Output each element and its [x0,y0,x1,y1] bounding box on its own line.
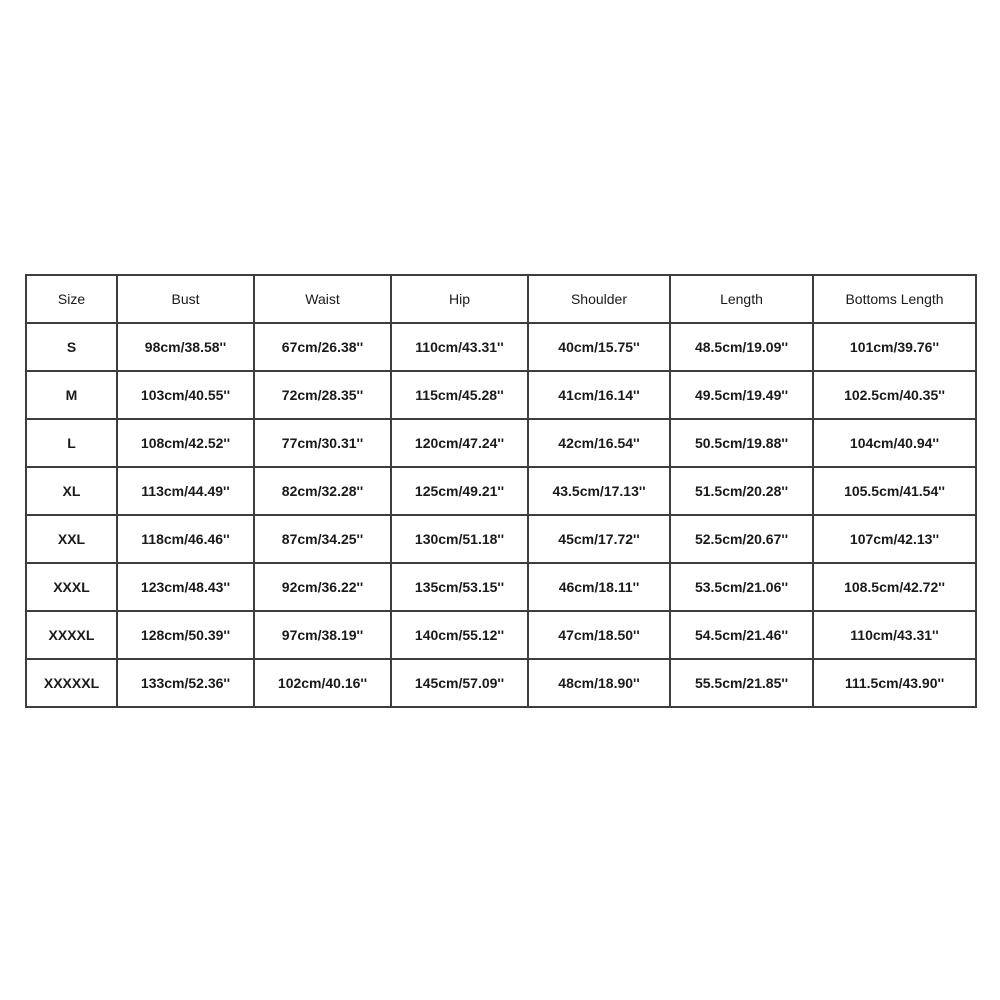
table-row [26,515,976,563]
shoulder-cell: 47cm/18.50'' [528,611,670,659]
table-row [26,467,976,515]
hip-cell: 135cm/53.15'' [391,563,528,611]
hip-cell: 110cm/43.31'' [391,323,528,371]
shoulder-cell: 46cm/18.11'' [528,563,670,611]
size-cell: XXXXL [26,611,117,659]
shoulder-cell: 45cm/17.72'' [528,515,670,563]
shoulder-cell: 40cm/15.75'' [528,323,670,371]
table-row [26,611,976,659]
bust-cell: 133cm/52.36'' [117,659,254,707]
header-shoulder: Shoulder [528,275,670,323]
bust-cell: 108cm/42.52'' [117,419,254,467]
bottoms-length-cell: 105.5cm/41.54'' [813,467,976,515]
bust-cell: 98cm/38.58'' [117,323,254,371]
bottoms-length-cell: 104cm/40.94'' [813,419,976,467]
table-row [26,323,976,371]
bust-cell: 113cm/44.49'' [117,467,254,515]
header-row [26,275,976,323]
header-size: Size [26,275,117,323]
hip-cell: 145cm/57.09'' [391,659,528,707]
shoulder-cell: 42cm/16.54'' [528,419,670,467]
header-hip: Hip [391,275,528,323]
length-cell: 55.5cm/21.85'' [670,659,813,707]
waist-cell: 92cm/36.22'' [254,563,391,611]
size-cell: XXXXXL [26,659,117,707]
shoulder-cell: 41cm/16.14'' [528,371,670,419]
table-body [26,323,976,707]
bottoms-length-cell: 111.5cm/43.90'' [813,659,976,707]
bottoms-length-cell: 107cm/42.13'' [813,515,976,563]
bust-cell: 103cm/40.55'' [117,371,254,419]
size-cell: XXL [26,515,117,563]
hip-cell: 130cm/51.18'' [391,515,528,563]
length-cell: 48.5cm/19.09'' [670,323,813,371]
waist-cell: 87cm/34.25'' [254,515,391,563]
length-cell: 49.5cm/19.49'' [670,371,813,419]
size-cell: XXXL [26,563,117,611]
size-cell: XL [26,467,117,515]
waist-cell: 102cm/40.16'' [254,659,391,707]
length-cell: 52.5cm/20.67'' [670,515,813,563]
bust-cell: 123cm/48.43'' [117,563,254,611]
table-row [26,371,976,419]
length-cell: 53.5cm/21.06'' [670,563,813,611]
size-cell: M [26,371,117,419]
waist-cell: 77cm/30.31'' [254,419,391,467]
bottoms-length-cell: 110cm/43.31'' [813,611,976,659]
waist-cell: 97cm/38.19'' [254,611,391,659]
length-cell: 51.5cm/20.28'' [670,467,813,515]
table-row [26,659,976,707]
waist-cell: 72cm/28.35'' [254,371,391,419]
shoulder-cell: 43.5cm/17.13'' [528,467,670,515]
shoulder-cell: 48cm/18.90'' [528,659,670,707]
bust-cell: 128cm/50.39'' [117,611,254,659]
hip-cell: 115cm/45.28'' [391,371,528,419]
hip-cell: 120cm/47.24'' [391,419,528,467]
table-row [26,419,976,467]
size-chart-table [25,274,977,708]
length-cell: 54.5cm/21.46'' [670,611,813,659]
waist-cell: 67cm/26.38'' [254,323,391,371]
size-cell: S [26,323,117,371]
header-length: Length [670,275,813,323]
bust-cell: 118cm/46.46'' [117,515,254,563]
header-waist: Waist [254,275,391,323]
bottoms-length-cell: 108.5cm/42.72'' [813,563,976,611]
bottoms-length-cell: 101cm/39.76'' [813,323,976,371]
bottoms-length-cell: 102.5cm/40.35'' [813,371,976,419]
waist-cell: 82cm/32.28'' [254,467,391,515]
hip-cell: 140cm/55.12'' [391,611,528,659]
header-bust: Bust [117,275,254,323]
size-cell: L [26,419,117,467]
table-row [26,563,976,611]
header-bottoms-length: Bottoms Length [813,275,976,323]
hip-cell: 125cm/49.21'' [391,467,528,515]
length-cell: 50.5cm/19.88'' [670,419,813,467]
